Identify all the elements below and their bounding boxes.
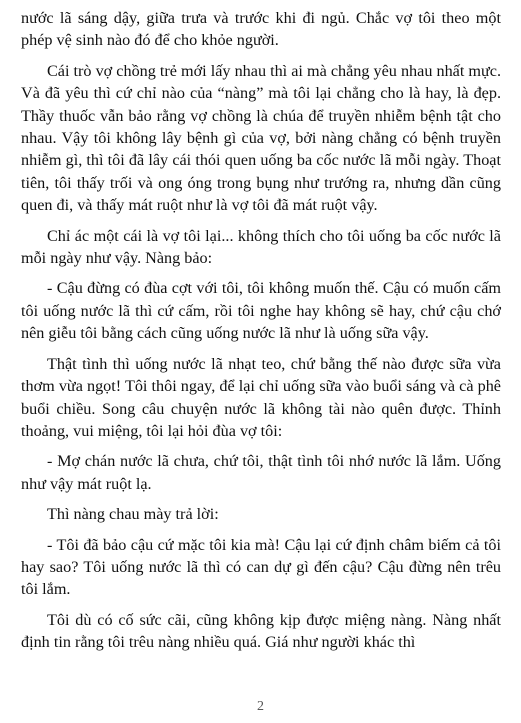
paragraph: Tôi dù có cố sức cãi, cũng không kịp được miệng nàng. Nàng nhất định tin rằng tôi trêu nàng nhiều quá. Giá như người khác thì <box>21 610 501 652</box>
page-body-text <box>21 7 501 662</box>
paragraph: Cái trò vợ chồng trẻ mới lấy nhau thì ai mà chẳng yêu nhau nhất mực. Và đã yêu thì cứ chỉ nào của “nàng” mà tôi lại chẳng cho là hay, là đẹp. Thầy thuốc vẫn bảo rằng vợ chồng là chúa để truyền nhiễm bệnh tật cho nhau. Vậy tôi không lây bệnh gì của vợ, bởi nàng chẳng có bệnh truyền nhiễm gì, thì tôi đã lây cái thói quen uống ba cốc nước lã mỗi ngày. Thoạt tiên, tôi thấy trối và ong óng trong bụng như trướng ra, nhưng dần cũng quen đi, và thấy mát ruột như là vợ tôi đã mát ruột vậy. <box>21 61 501 215</box>
paragraph: Thật tình thì uống nước lã nhạt teo, chứ bằng thế nào được sữa vừa thơm vừa ngọt! Tôi thôi ngay, để lại chỉ uống sữa vào buổi sáng và cà phê buổi chiều. Song câu chuyện nước lã không tài nào quên được. Thỉnh thoảng, vui miệng, tôi lại hỏi đùa vợ tôi: <box>21 354 501 440</box>
paragraph: nước lã sáng dậy, giữa trưa và trước khi đi ngủ. Chắc vợ tôi theo một phép vệ sinh nào đó để cho khỏe người. <box>21 9 501 50</box>
paragraph: Thì nàng chau mày trả lời: <box>47 505 219 524</box>
paragraph: - Cậu đừng có đùa cợt với tôi, tôi không muốn thế. Cậu có muốn cấm tôi uống nước lã thì cứ cấm, rồi tôi nghe hay không sẽ hay, chứ cậu chớ nên giễu tôi bằng cách cũng uống nước lã như là uống sữa vậy. <box>21 279 501 343</box>
page-number: 2 <box>257 699 264 714</box>
paragraph: - Mợ chán nước lã chưa, chứ tôi, thật tình tôi nhớ nước lã lắm. Uống như vậy mát ruột lạ. <box>21 452 501 493</box>
paragraph: Chỉ ác một cái là vợ tôi lại... không thích cho tôi uống ba cốc nước lã mỗi ngày như vậy. Nàng bảo: <box>21 226 501 268</box>
paragraph: - Tôi đã bảo cậu cứ mặc tôi kia mà! Cậu lại cứ định châm biếm cả tôi hay sao? Tôi uống nước lã thì có can dự gì đến cậu? Cậu đừng nên trêu tôi lắm. <box>21 535 501 599</box>
